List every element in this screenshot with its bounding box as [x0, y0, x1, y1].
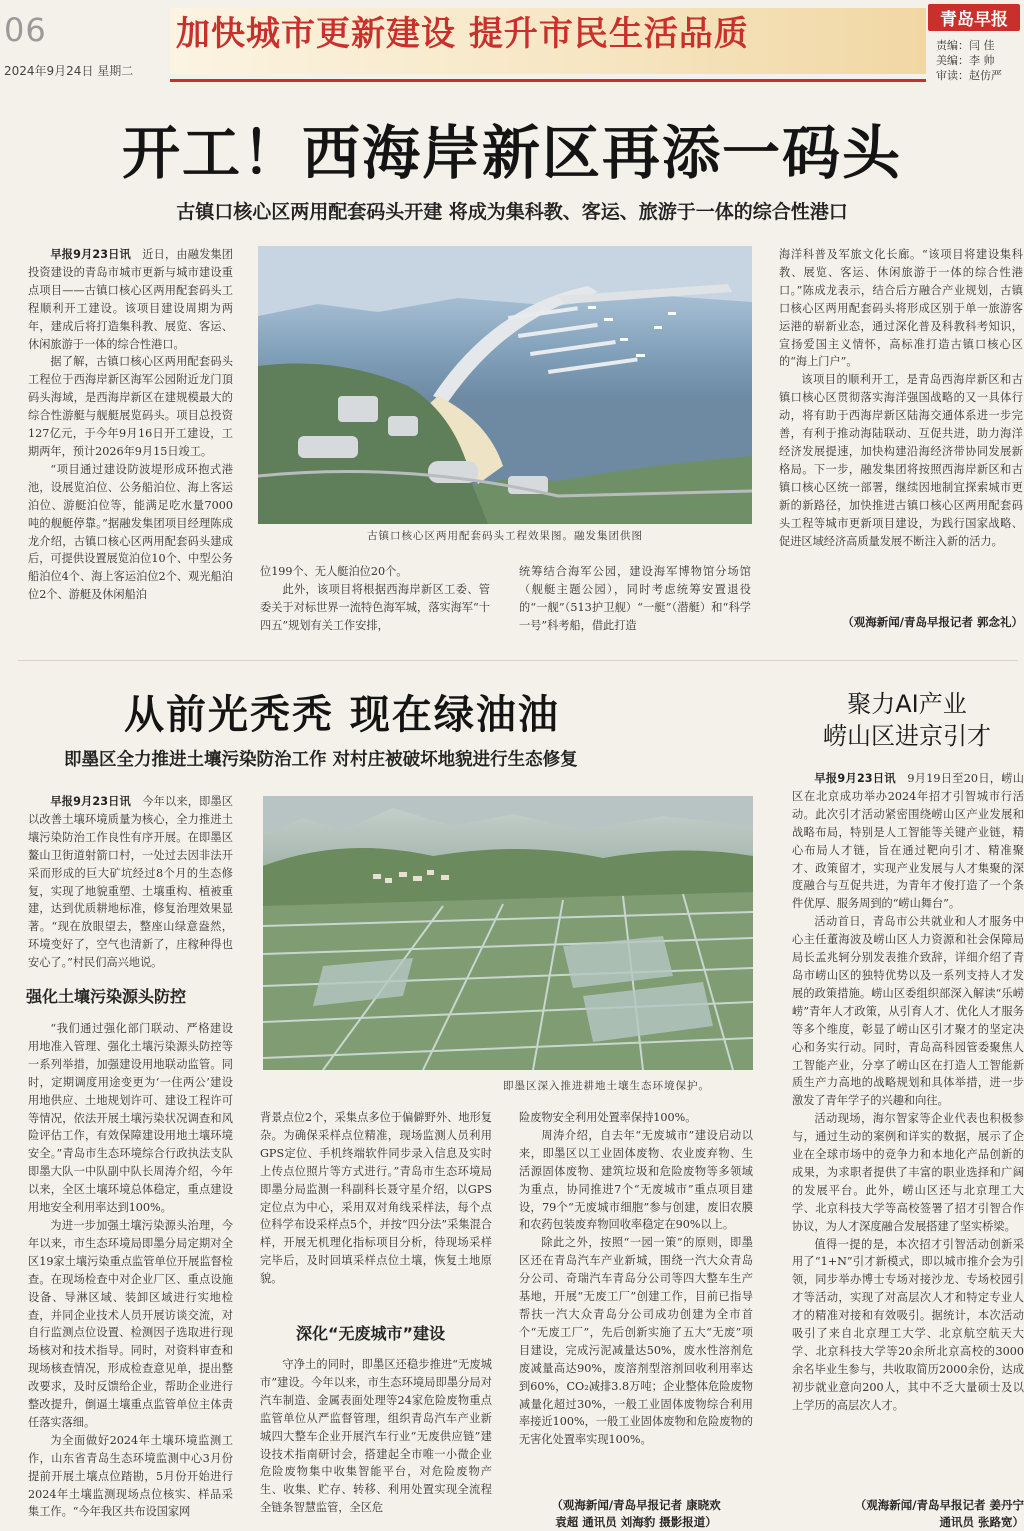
article1-paragraph: “项目通过建设防波堤形成环抱式港池，设展览泊位、公务船泊位、海上客运泊位、游艇泊位等，能满足吃水量7000吨的舰艇停靠。”据融发集团项目经理陈成龙介绍，古镇口核心区两用配套码头建成后，可提供设置展览泊位10个、中型公务船泊位4个、海上客运泊位2个、观光船泊位2个、游艇及休闲船泊: [28, 462, 233, 602]
article3-paragraph: 活动首日，青岛市公共就业和人才服务中心主任董海波及崂山区人力资源和社会保障局局长孟兆轲分别发表推介致辞，详细介绍了青岛市崂山区的独特优势以及一系列支持人才发展的政策措施。崂山区委组织部深入解读“乐崂崂”青年人才政策，从引育人才、优化人才服务等多个维度，彰显了崂山区引才聚才的坚定决心和务实行动。同时，青岛高科园管委聚焦人工智能产业，分享了崂山区在打造人工智能新质生产力高地的战略规划和具体举措，进一步激发了青年学子的兴趣和向往。: [792, 915, 1024, 1108]
article2-paragraph: 守净土的同时，即墨区还稳步推进“无废城市”建设。今年以来，市生态环境局即墨分局对汽车制造、金属表面处理等24家危险废物重点监管单位从严监督管理，组织青岛汽车产业新城四大整车企业开展汽车行业“无废供应链”建设技术指南研讨会，搭建起全市唯一小微企业危险废物集中收集智能平台，对危险废物产生、收集、贮存、转移、利用处置实现全流程全链条智慧监管，全区危: [260, 1358, 492, 1515]
article1-column-3: [519, 563, 751, 634]
article1-paragraph: 位199个、无人艇泊位20个。: [260, 565, 408, 578]
article3-lede: 早报9月23日讯: [814, 772, 896, 785]
article2-byline: [519, 1497, 753, 1531]
page-number: 06: [4, 11, 47, 49]
article1-photo-caption: 古镇口核心区两用配套码头工程效果图。融发集团供图: [367, 530, 643, 542]
article3-byline-line-2: 通讯员 张路宽）: [939, 1515, 1024, 1529]
article1-paragraph: 近日，由融发集团投资建设的青岛市城市更新与城市建设重点项目——古镇口核心区两用配套码头工程顺利开工建设。该项目建设周期为两年，建成后将打造集科教、展览、客运、休闲旅游于一体的综合性港口。: [28, 248, 233, 351]
article2-column-2-top: [260, 1109, 492, 1303]
article2-subhead-1: 强化土壤污染源头防控: [26, 987, 187, 1006]
section-divider: [18, 660, 1018, 661]
article2-paragraph: 除此之外，按照“一园一策”的原则，即墨区还在青岛汽车产业新城，围绕一汽大众青岛分公司、奇瑞汽车青岛分公司等四大整车生产基地，开展“无废工厂”创建工作，目前已指导帮扶一汽大众青岛分公司成功创建为全市首个“无废工厂”，先后创新实施了五大“无废”项目建设，完成污泥减量达50%，废水性溶剂危废减量高达90%，废溶剂型溶剂回收利用率达到60%，CO₂减排3.8万吨；企业整体危险废物减量化超过30%，一般工业固体废物综合利用率接近100%，一般工业固体废物和危险废物的无害化处置率实现100%。: [519, 1236, 753, 1447]
publication-date: 2024年9月24日 星期二: [4, 64, 134, 78]
article3-headline-line-1: 聚力AI产业: [847, 690, 967, 718]
article2-column-2-bottom: [260, 1356, 492, 1531]
article2-paragraph: 背景点位2个，采集点多位于偏僻野外、地形复杂。为确保采样点位精准，现场监测人员利用GPS定位、手机终端软件同步录入信息及实时上传点位照片等方式进行。”青岛市生态环境局即墨分局监测一科副科长聂守星介绍，以GPS定位点为中心，采用双对角线采样法，每个点位科学布设采样点5个，并按“四分法”采集混合样，开展无机理化指标项目分析，待现场采样完毕后，及时回填采样点位土壤，恢复土地原貌。: [260, 1111, 492, 1286]
article2-column-1-bottom: [28, 1020, 233, 1531]
staff-credits: [936, 38, 1022, 83]
article2-byline-line-2: 袁超 通讯员 刘海豹 摄影报道）: [555, 1515, 717, 1529]
farmland-aerial-illustration: [263, 796, 753, 1070]
article2-photo-caption: 即墨区深入推进耕地土壤生态环境保护。: [503, 1080, 710, 1092]
editor-credit: 责编：闫 佳: [936, 39, 995, 52]
article2-paragraph: “我们通过强化部门联动、严格建设用地准入管理、强化土壤污染源头防控等一系列举措，加强建设用地联动监管。同时，定期调度用途变更为‘一住两公’建设用地供应、土地规划许可、建设工程许可等情况，依法开展土壤污染状况调查和风险评估工作，有效保障建设用地土壤环境安全。”青岛市生态环境综合行政执法支队即墨大队一中队副中队长周涛介绍，今年以来，全区土壤环境总体稳定，重点建设用地安全利用率达到100%。: [28, 1022, 233, 1215]
article1-paragraph: 海洋科普及军旅文化长廊。“该项目将建设集科教、展览、客运、休闲旅游于一体的综合性港口。”陈成龙表示，结合后方融合产业规划，古镇口核心区两用配套码头将形成区别于单一旅游客运港的崭新业态，通过深化普及科教科考知识，宣扬爱国主义情怀，高标准打造古镇口核心区的“海上门户”。: [779, 248, 1023, 369]
banner-underline: [170, 79, 926, 82]
article3-byline: [792, 1497, 1024, 1531]
port-rendering-illustration: [258, 246, 752, 524]
article2-paragraph: 险废物安全利用处置率保持100%。: [519, 1111, 697, 1124]
newspaper-logo: 青岛早报: [928, 4, 1020, 31]
article1-paragraph: 统筹结合海军公园，建设海军博物馆分场馆（舰艇主题公园），同时考虑统筹安置退役的“一舰”（513护卫舰）“一艇”（潜艇）和“科学一号”科考船，借此打造: [519, 565, 751, 632]
article2-subhead-2: 深化“无废城市”建设: [296, 1324, 446, 1343]
article1-paragraph: 此外，该项目将根据西海岸新区工委、管委关于对标世界一流特色海军城，落实海军“十四五”规划有关工作安排，: [260, 582, 490, 632]
article2-paragraph: 今年以来，即墨区以改善土壤环境质量为核心，全力推进土壤污染防治工作良性有序开展。在即墨区鳌山卫街道射箭口村，一处过去因非法开采而形成的巨大矿坑经过8个月的生态修复，实现了地貌重塑、土壤重构、植被重建，达到优质耕地标准，修复治理效果显著。“现在放眼望去，整座山绿意盎然，环境变好了，空气也清新了，庄稼种得也安心了。”村民们高兴地说。: [28, 795, 233, 969]
article2-column-3: [519, 1109, 753, 1493]
article2-lede: 早报9月23日讯: [50, 795, 131, 808]
article3-headline-line-2: 崂山区进京引才: [823, 722, 991, 750]
article1-column-4: [779, 246, 1023, 610]
article1-lede: 早报9月23日讯: [50, 248, 131, 261]
designer-credit: 美编：李 帅: [936, 54, 995, 67]
article2-photo-farmland: [263, 796, 753, 1070]
article1-headline: 开工！西海岸新区再添一码头: [121, 119, 902, 187]
article1-paragraph: 据了解，古镇口核心区两用配套码头工程位于西海岸新区海军公园附近龙门頂码头海域，是西海岸新区在建规模最大的综合性游艇与舰艇展览码头。项目总投资127亿元，于今年9月16日开工建设，工期两年，预计2026年9月15日竣工。: [28, 355, 233, 458]
article3-paragraph: 值得一提的是，本次招才引智活动创新采用了“1+N”引才新模式，即以城市推介会为引领，同步举办博士专场对接沙龙、专场校园引才等活动，实现了对高层次人才和特定专业人才的精准对接和有效吸引。据统计，本次活动吸引了来自北京理工大学、北京航空航天大学、北京科技大学等20余所北京高校的3000余名毕业生参与，共收取简历2000余份，达成初步就业意向200人，其中不乏大量硕士及以上学历的高层次人才。: [792, 1237, 1024, 1412]
article2-paragraph: 为进一步加强土壤污染源头治理，今年以来，市生态环境局即墨分局定期对全区19家土壤污染重点监管单位开展监督检查。在现场检查中对企业厂区、重点设施设备、导淋区域、装卸区域进行实地检查，并同企业技术人员开展访谈交流，对自行监测点位设置、检测因子选取进行现场核对和技术指导。同时，对资料审查和现场核查情况，形成检查意见单，提出整改要求，及时反馈给企业，帮助企业进行整改提升，倒逼土壤重点监管单位主体责任落实落细。: [28, 1218, 233, 1429]
section-banner-title: 加快城市更新建设 提升市民生活品质: [176, 14, 749, 54]
article1-column-1: [28, 246, 233, 634]
article3-body: [792, 770, 1024, 1493]
article3-byline-line-1: （观海新闻/青岛早报记者 姜丹宁: [854, 1498, 1024, 1512]
article1-photo-port-rendering: [258, 246, 752, 524]
article2-column-1-top: [28, 793, 233, 969]
article1-paragraph: 该项目的顺利开工，是青岛西海岸新区和古镇口核心区贯彻落实海洋强国战略的又一具体行动，将有助于西海岸新区陆海交通体系进一步完善，有利于推动海陆联动、互促共进，助力海洋经济发展提速，加快构建沿海经济带协同发展新格局。下一步，融发集团将按照西海岸新区和古镇口核心区统一部署，继续因地制宜探索城市更新的新路径，加快推进古镇口核心区两用配套码头工程等城市更新项目建设，为践行国家战略、促进区域经济高质量发展不断注入新的活力。: [779, 373, 1023, 548]
proofreader-credit: 审读：赵仿严: [936, 69, 1002, 82]
article2-byline-line-1: （观海新闻/青岛早报记者 康晓欢: [551, 1498, 721, 1512]
article1-deck: 古镇口核心区两用配套码头开建 将成为集科教、客运、旅游于一体的综合性港口: [176, 201, 848, 223]
article2-paragraph: 周涛介绍，自去年“无废城市”建设启动以来，即墨区以工业固体废物、农业废弃物、生活源固体废物、建筑垃圾和危险废物等多领域为重点，协同推进7个“无废城市”重点项目建设，79个“无废城市细胞”参与创建，废旧农膜和农药包装废弃物回收率稳定在90%以上。: [519, 1128, 753, 1232]
article3-paragraph: 9月19日至20日，崂山区在北京成功举办2024年招才引智城市行活动。此次引才活动紧密围绕崂山区产业发展和战略布局，特别是人工智能等关键产业链，精心布局人才链，旨在通过靶向引才、精准聚才、政策留才，实现产业发展与人才集聚的深度融合与互促共进，为青年才俊打造了一个条件优厚、服务周到的“崂山舞台”。: [792, 772, 1024, 911]
article1-byline: （观海新闻/青岛早报记者 郭念礼）: [842, 615, 1023, 629]
article2-deck: 即墨区全力推进土壤污染防治工作 对村庄被破坏地貌进行生态修复: [64, 750, 578, 770]
article3-paragraph: 活动现场，海尔智家等企业代表也积极参与，通过生动的案例和详实的数据，展示了企业在全球市场中的竞争力和本地化产品创新的成果，为求职者提供了丰富的职业选择和广阔的发展平台。此外，崂山区还与北京理工大学、北京科技大学等高校签署了招才引智合作协议，为人才深度融合发展搭建了坚实桥梁。: [792, 1112, 1024, 1233]
article1-column-2: [260, 563, 490, 634]
article2-headline: 从前光秃秃 现在绿油油: [124, 692, 560, 738]
article2-paragraph: 为全面做好2024年土壤环境监测工作，山东省青岛生态环境监测中心3月份提前开展土壤点位踏勘，5月份开始进行2024年土壤监测现场点位核实、样品采集工作。“今年我区共布设国家网: [28, 1433, 233, 1519]
